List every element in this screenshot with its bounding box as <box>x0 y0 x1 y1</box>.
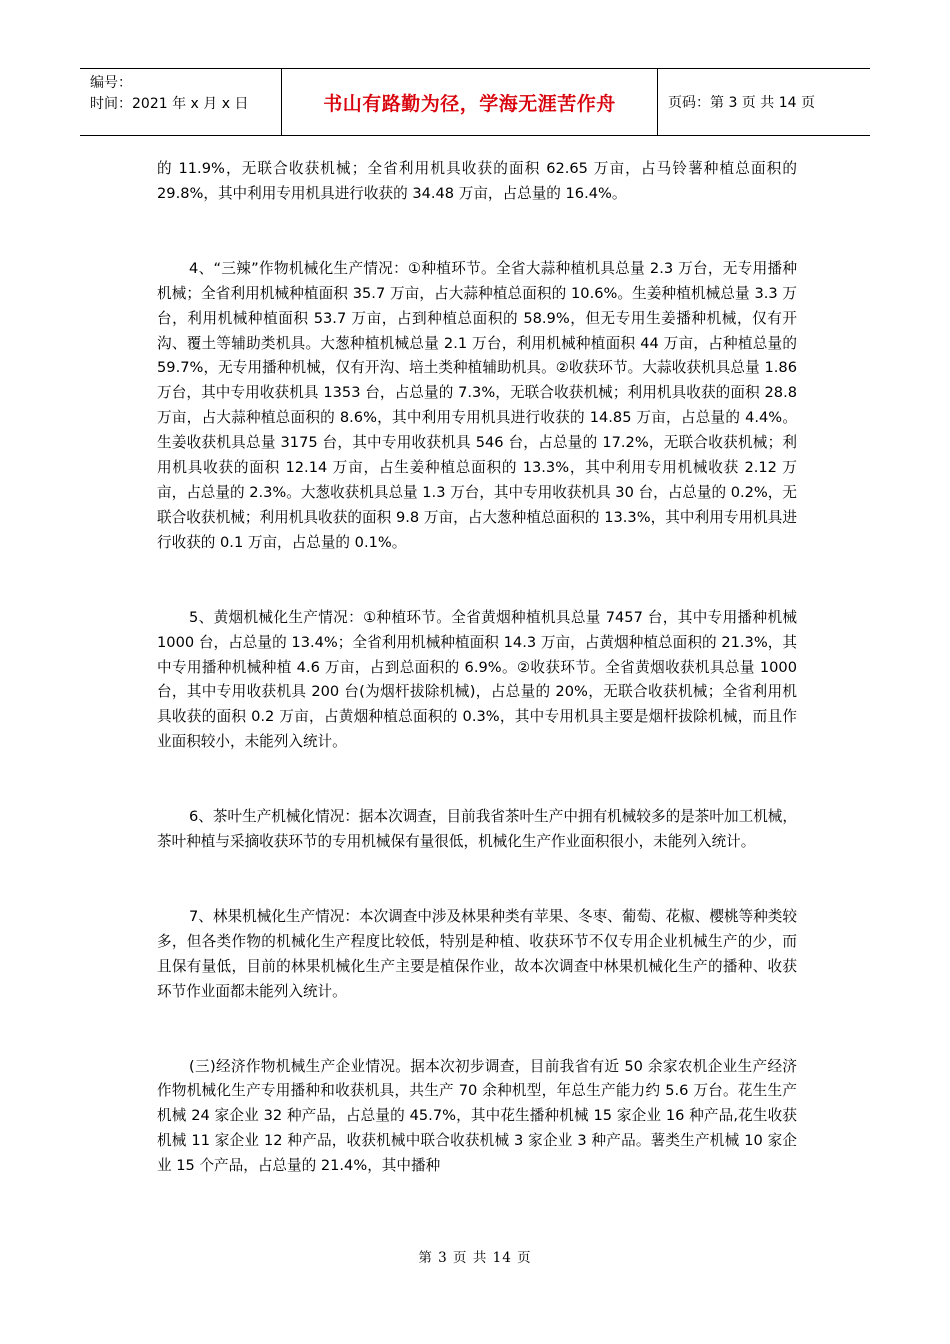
paragraph-three-spicy-crops: 4、“三辣”作物机械化生产情况：①种植环节。全省大蒜种植机具总量 2.3 万台，无专用播种机械；全省利用机械种植面积 35.7 万亩，占大蒜种植总面积的 10.6%。生姜种植机械总量 3.3 万台，利用机械种植面积 53.7 万亩，占到种植总面积的 58.9%，但无专用生姜播种机械，仅有开沟、覆土等辅助类机具。大葱种植机械总量 2.1 万台，利用机械种植面积 44 万亩，占种植总量的 59.7%，无专用播种机械，仅有开沟、培土类种植辅助机具。②收获环节。大蒜收获机具总量 1.86 万台，其中专用收获机具 1353 台，占总量的 7.3%，无联合收获机械；利用机具收获的面积 28.8 万亩，占大蒜种植总面积的 8.6%，其中利用专用机具进行收获的 14.85 万亩，占总量的 4.4%。生姜收获机具总量 3175 台，其中专用收获机具 546 台，占总量的 17.2%，无联合收获机械；利用机具收获的面积 12.14 万亩，占生姜种植总面积的 13.3%，其中利用专用机械收获 2.12 万亩，占总量的 2.3%。大葱收获机具总量 1.3 万台，其中专用收获机具 30 台，占总量的 0.2%，无联合收获机械；利用机具收获的面积 9.8 万亩，占大葱种植总面积的 13.3%，其中利用专用机具进行收获的 0.1 万亩，占总量的 0.1%。 <box>157 259 797 551</box>
paragraph-tobacco: 5、黄烟机械化生产情况：①种植环节。全省黄烟种植机具总量 7457 台，其中专用播种机械 1000 台，占总量的 13.4%；全省利用机械种植面积 14.3 万亩，占黄烟种植总面积的 21.3%，其中专用播种机械种植 4.6 万亩，占到总面积的 6.9%。②收获环节。全省黄烟收获机具总量 1000 台，其中专用收获机具 200 台(为烟杆拔除机械)，占总量的 20%，无联合收获机械；全省利用机具收获的面积 0.2 万亩，占黄烟种植总面积的 0.3%，其中专用机具主要是烟杆拔除机械，而且作业面积较小，未能列入统计。 <box>157 608 797 751</box>
page-header <box>80 68 870 136</box>
paragraph-spacer <box>157 855 797 905</box>
header-motto-cell <box>282 69 658 135</box>
paragraph-forest-fruit: 7、林果机械化生产情况：本次调查中涉及林果种类有苹果、冬枣、葡萄、花椒、樱桃等种类较多，但各类作物的机械化生产程度比较低，特别是种植、收获环节不仅专用企业机械生产的少，而且保有量低，目前的林果机械化生产主要是植保作业，故本次调查中林果机械化生产的播种、收获环节作业面都未能列入统计。 <box>157 907 797 1000</box>
paragraph-tea: 6、茶叶生产机械化情况：据本次调查，目前我省茶叶生产中拥有机械较多的是茶叶加工机械，茶叶种植与采摘收获环节的专用机械保有量很低，机械化生产作业面积很小，未能列入统计。 <box>157 808 797 851</box>
motto-text: 书山有路勤为径，学海无涯苦作舟 <box>323 92 616 115</box>
header-page-label: 页码：第 3 页 共 14 页 <box>668 95 815 111</box>
page-footer: 第 3 页 共 14 页 <box>418 1250 532 1266</box>
paragraph-spacer <box>157 556 797 606</box>
document-body <box>157 157 797 1179</box>
header-page-cell <box>658 69 870 135</box>
paragraph-spacer <box>157 1005 797 1055</box>
paragraph-potato-continued: 的 11.9%，无联合收获机械；全省利用机具收获的面积 62.65 万亩，占马铃薯种植总面积的 29.8%，其中利用专用机具进行收获的 34.48 万亩，占总量的 16.4%。 <box>157 160 797 202</box>
paragraph-spacer <box>157 755 797 805</box>
paragraph-spacer <box>157 207 797 257</box>
doc-code-label: 编号： <box>90 75 132 91</box>
paragraph-enterprises: (三)经济作物机械生产企业情况。据本次初步调查，目前我省有近 50 余家农机企业生产经济作物机械化生产专用播种和收获机具，共生产 70 余种机型，年总生产能力约 5.6 万台。花生生产机械 24 家企业 32 种产品，占总量的 45.7%，其中花生播种机械 15 家企业 16 种产品,花生收获机械 11 家企业 12 种产品，收获机械中联合收获机械 3 家企业 3 种产品。薯类生产机械 10 家企业 15 个产品，占总量的 21.4%，其中播种 <box>157 1057 797 1175</box>
header-meta-cell <box>80 69 282 135</box>
doc-time-label: 时间：2021 年 x 月 x 日 <box>90 96 249 112</box>
